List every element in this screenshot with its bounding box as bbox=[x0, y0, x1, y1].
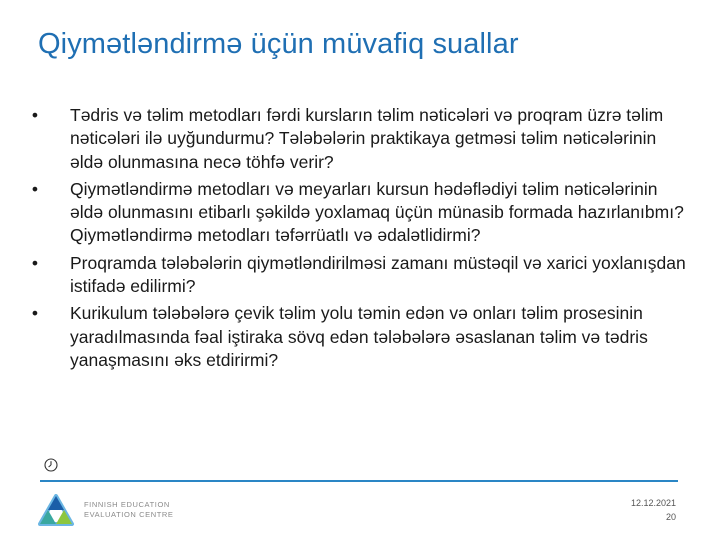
bullet-marker: • bbox=[31, 252, 39, 273]
bullet-item bbox=[28, 178, 688, 248]
slide-date: 12.12.2021 bbox=[630, 498, 676, 508]
organization-line: FINNISH EDUCATION bbox=[84, 500, 170, 509]
bullet-list bbox=[28, 104, 688, 376]
footer-divider bbox=[40, 480, 678, 482]
organization-name bbox=[84, 500, 174, 520]
bullet-text: Qiymətləndirmə metodları və meyarları kursun hədəflədiyi təlim nəticələrinin əldə olunmasını etibarlı şəkildə yoxlamaq üçün münasib formada hazırlanıbmı? Qiymətləndirmə metodları təfərrüatlı və ədalətlidirmi? bbox=[70, 178, 684, 246]
bullet-item bbox=[28, 252, 688, 299]
logo-icon bbox=[36, 494, 76, 530]
slide-title: Qiymətləndirmə üçün müvafiq suallar bbox=[38, 28, 519, 60]
organization-line: EVALUATION CENTRE bbox=[84, 510, 174, 519]
bullet-item bbox=[28, 104, 688, 174]
page-number: 20 bbox=[665, 512, 676, 522]
clock-icon bbox=[44, 458, 58, 472]
bullet-marker: • bbox=[31, 178, 39, 199]
bullet-text: Kurikulum tələbələrə çevik təlim yolu təmin edən və onları təlim prosesinin yaradılmasında fəal iştiraka sövq edən tələbələrə əsaslanan təlim və tədris yanaşmasını əks etdirirmi? bbox=[70, 303, 648, 370]
bullet-text: Tədris və təlim metodları fərdi kursların təlim nəticələri və proqram üzrə təlim nəticələri ilə uyğundurmu? Tələbələrin praktikaya getməsi təlim nəticələrinin əldə olunmasına necə töhfə verir? bbox=[70, 105, 664, 172]
bullet-marker: • bbox=[31, 105, 39, 125]
bullet-item bbox=[28, 302, 688, 372]
bullet-marker: • bbox=[31, 303, 39, 324]
bullet-text: Proqramda tələbələrin qiymətləndirilməsi zamanı müstəqil və xarici yoxlanışdan istifadə edilirmi? bbox=[70, 252, 686, 297]
